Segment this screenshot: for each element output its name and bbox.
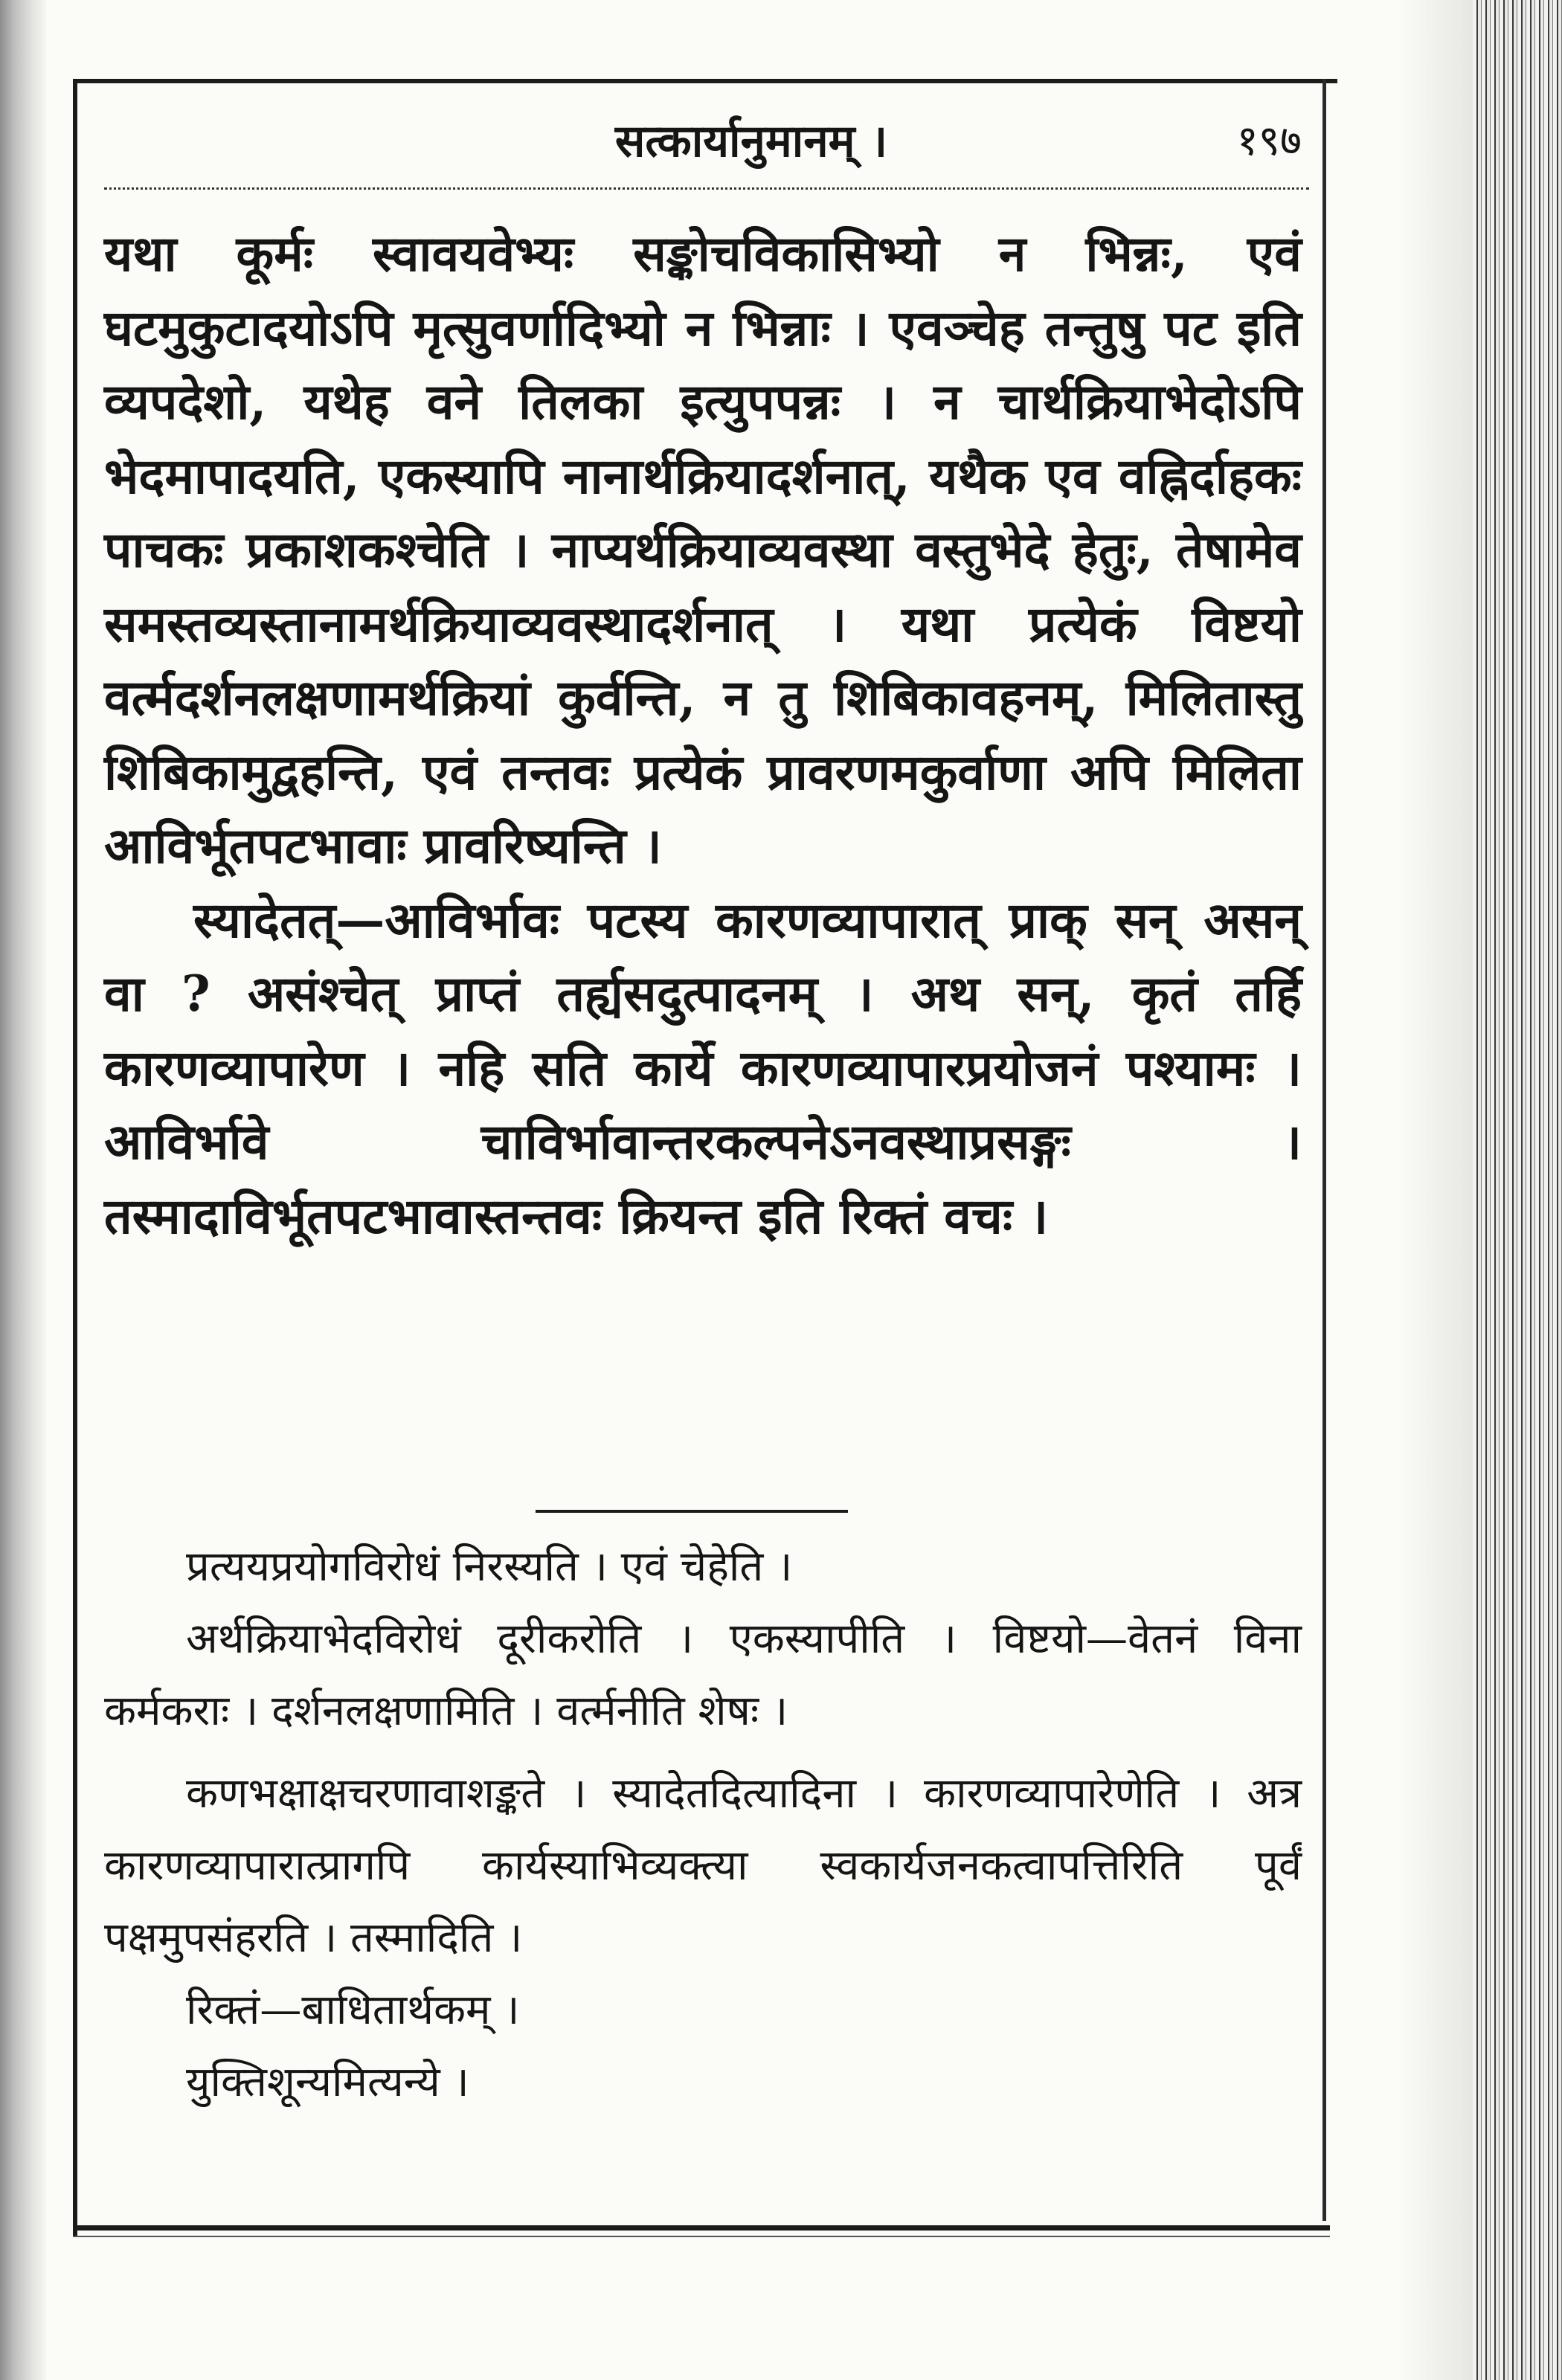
page-frame-bottom-thin	[73, 2236, 1330, 2237]
section-divider	[536, 1510, 848, 1513]
commentary-paragraph: अर्थक्रियाभेदविरोधं दूरीकरोति । एकस्यापीति । विष्टयो—वेतनं विना कर्मकराः । दर्शनलक्षणामिति । वर्त्मनीति शेषः ।	[104, 1615, 1302, 1735]
page-frame-top	[73, 79, 1337, 83]
page-frame-bottom	[73, 2225, 1330, 2231]
page-number: १९७	[1236, 117, 1302, 165]
header-rule	[104, 187, 1309, 190]
commentary	[104, 1531, 1302, 2118]
page-header	[104, 112, 1309, 171]
running-title: सत्कार्यानुमानम् ।	[614, 115, 888, 167]
scan-left-edge	[0, 0, 46, 2380]
page-frame-left	[73, 79, 77, 2236]
page-frame-right	[1322, 79, 1326, 2221]
scan-right-edge	[1473, 0, 1562, 2380]
main-text	[104, 217, 1302, 1253]
main-paragraph: यथा कूर्मः स्वावयवेभ्यः सङ्कोचविकासिभ्यो न भिन्नः, एवं घटमुकुटादयोऽपि मृत्सुवर्णादिभ्यो न भिन्नाः । एवञ्चेह तन्तुषु पट इति व्यपदेशो, यथेह वने तिलका इत्युपपन्नः । न चार्थक्रियाभेदोऽपि भेदमापादयति, एकस्यापि नानार्थक्रियादर्शनात्, यथैक एव वह्निर्दाहकः पाचकः प्रकाशकश्चेति । नाप्यर्थक्रियाव्यवस्था वस्तुभेदे हेतुः, तेषामेव समस्तव्यस्तानामर्थक्रियाव्यवस्थादर्शनात् । यथा प्रत्येकं विष्टयो वर्त्मदर्शनलक्षणामर्थक्रियां कुर्वन्ति, न तु शिबिकावहनम्, मिलितास्तु शिबिकामुद्वहन्ति, एवं तन्तवः प्रत्येकं प्रावरणमकुर्वाणा अपि मिलिता आविर्भूतपटभावाः प्रावरिष्यन्ति ।	[104, 225, 1302, 875]
commentary-paragraph: प्रत्ययप्रयोगविरोधं निरस्यति । एवं चेहेति ।	[186, 1543, 793, 1591]
commentary-paragraph: कणभक्षाक्षचरणावाशङ्कते । स्यादेतदित्यादिना । कारणव्यापारेणेति । अत्र कारणव्यापारात्प्रागपि कार्यस्याभिव्यक्त्या स्वकार्यजनकत्वापत्तिरिति पूर्वं पक्षमुपसंहरति । तस्मादिति ।	[104, 1769, 1302, 1962]
commentary-paragraph: युक्तिशून्यमित्यन्ये ।	[186, 2058, 469, 2106]
commentary-paragraph: रिक्तं—बाधितार्थकम् ।	[186, 1986, 520, 2034]
main-paragraph: स्यादेतत्—आविर्भावः पटस्य कारणव्यापारात् प्राक् सन् असन् वा ? असंश्चेत् प्राप्तं तर्ह्यसदुत्पादनम् । अथ सन्, कृतं तर्हि कारणव्यापारेण । नहि सति कार्ये कारणव्यापारप्रयोजनं पश्यामः । आविर्भावे चाविर्भावान्तरकल्पनेऽनवस्थाप्रसङ्गः । तस्मादाविर्भूतपटभावास्तन्तवः क्रियन्त इति रिक्तं वचः ।	[104, 890, 1302, 1245]
scan-gutter	[1398, 0, 1473, 2380]
